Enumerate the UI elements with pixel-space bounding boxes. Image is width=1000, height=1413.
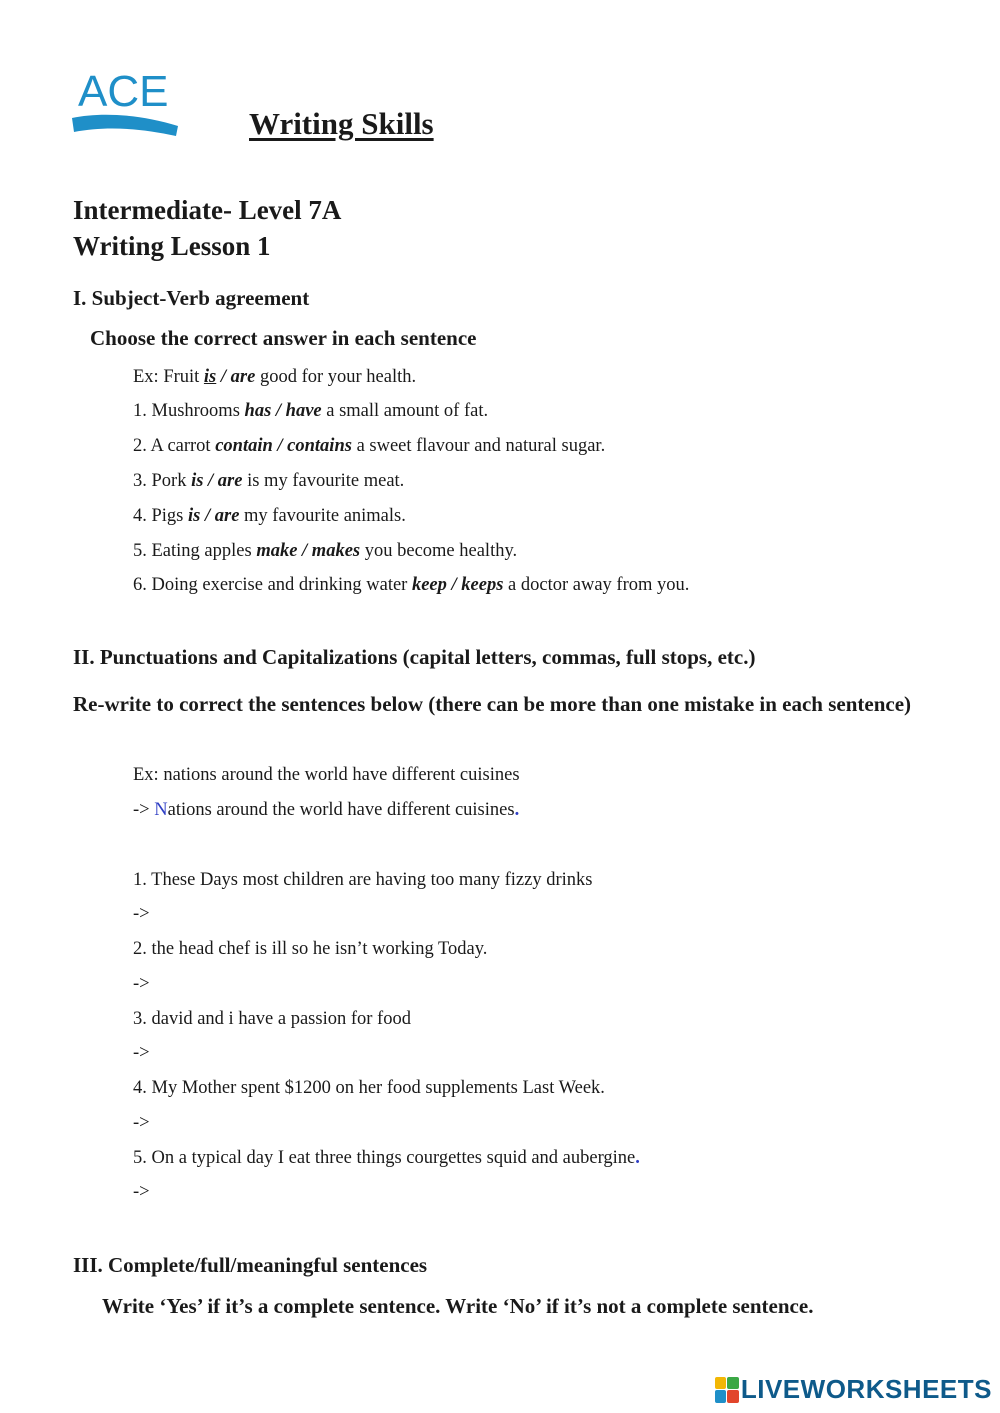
section-3-instruction: Write ‘Yes’ if it’s a complete sentence. Write ‘No’ if it’s not a complete sentence. bbox=[102, 1294, 814, 1318]
choice-option[interactable]: is / are bbox=[188, 506, 240, 526]
choice-option[interactable]: make / makes bbox=[256, 541, 361, 561]
list-item: 3. david and i have a passion for food bbox=[133, 1009, 411, 1029]
logo-swoosh bbox=[72, 115, 178, 136]
answer-arrow[interactable]: -> bbox=[133, 1043, 150, 1063]
choice-option[interactable]: has / have bbox=[244, 401, 322, 421]
list-item: 3. Pork is / are is my favourite meat. bbox=[133, 471, 405, 491]
list-item: 1. These Days most children are having too many fizzy drinks bbox=[133, 870, 593, 890]
liveworksheets-logo bbox=[715, 1374, 992, 1405]
page-title: Writing Skills bbox=[249, 106, 434, 141]
section-1-heading: I. Subject-Verb agreement bbox=[73, 286, 310, 310]
choice-option[interactable]: contain / contains bbox=[215, 436, 352, 456]
liveworksheets-icon bbox=[715, 1377, 739, 1403]
choice-option[interactable]: is / are bbox=[191, 471, 243, 491]
section-2-example-answer: -> Nations around the world have different cuisines. bbox=[133, 800, 520, 820]
answer-arrow[interactable]: -> bbox=[133, 974, 150, 994]
section-1-example: Ex: Fruit is / are good for your health. bbox=[133, 367, 417, 387]
list-item: 5. Eating apples make / makes you become healthy. bbox=[133, 541, 518, 561]
logo-text: ACE bbox=[78, 67, 169, 116]
list-item: 2. the head chef is ill so he isn’t working Today. bbox=[133, 939, 488, 959]
list-item: 5. On a typical day I eat three things courgettes squid and aubergine. bbox=[133, 1148, 640, 1168]
section-3-heading: III. Complete/full/meaningful sentences bbox=[73, 1253, 428, 1277]
section-1-instruction: Choose the correct answer in each sentence bbox=[90, 326, 477, 350]
level-label: Intermediate- Level 7A bbox=[73, 195, 342, 225]
list-item: 4. My Mother spent $1200 on her food supplements Last Week. bbox=[133, 1078, 605, 1098]
section-2-example: Ex: nations around the world have different cuisines bbox=[133, 765, 520, 785]
list-item: 6. Doing exercise and drinking water keep / keeps a doctor away from you. bbox=[133, 575, 690, 595]
brand-text: LIVEWORKSHEETS bbox=[740, 1374, 992, 1404]
ace-logo bbox=[70, 66, 182, 142]
answer-arrow[interactable]: -> bbox=[133, 1113, 150, 1133]
lesson-label: Writing Lesson 1 bbox=[73, 231, 271, 261]
list-item: 1. Mushrooms has / have a small amount of fat. bbox=[133, 401, 489, 421]
answer-arrow[interactable]: -> bbox=[133, 1182, 150, 1202]
example-answer: is bbox=[203, 367, 217, 387]
list-item: 2. A carrot contain / contains a sweet flavour and natural sugar. bbox=[133, 436, 606, 456]
list-item: 4. Pigs is / are my favourite animals. bbox=[133, 506, 406, 526]
choice-option[interactable]: keep / keeps bbox=[411, 575, 504, 595]
answer-arrow[interactable]: -> bbox=[133, 904, 150, 924]
section-2-instruction: Re-write to correct the sentences below (there can be more than one mistake in each sentence) bbox=[73, 692, 912, 716]
lesson-heading bbox=[73, 192, 341, 264]
section-2-heading: II. Punctuations and Capitalizations (capital letters, commas, full stops, etc.) bbox=[73, 645, 756, 669]
